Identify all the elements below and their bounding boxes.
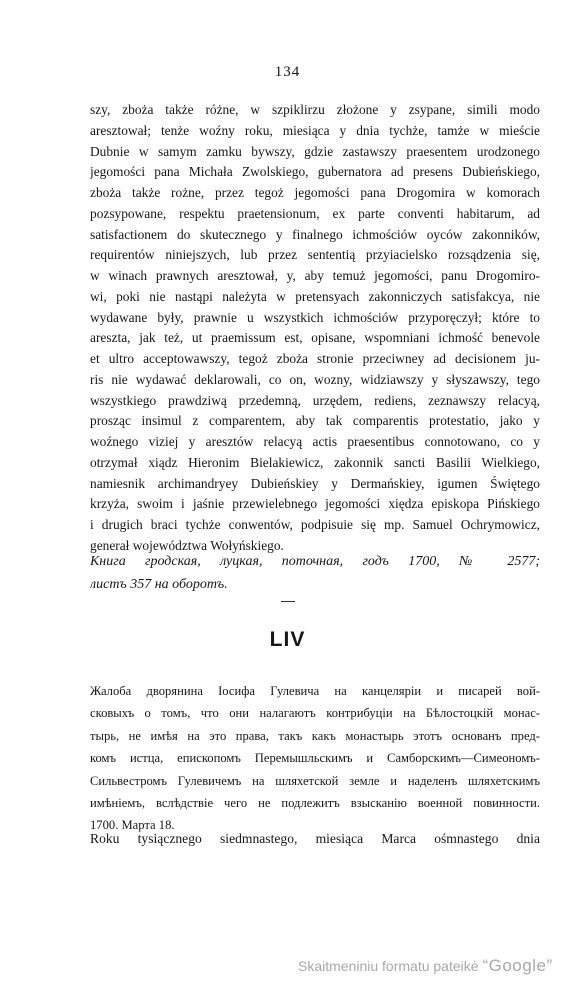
citation-line: листъ 357 на оборотъ. bbox=[90, 577, 228, 592]
text-line: zboża także rożne, przez tegoż jegomości pana Drogomira w komorach bbox=[90, 185, 540, 200]
google-logo: “Google” bbox=[482, 956, 553, 975]
text-line: i drugich braci tychże conwentów, podpisuie się mp. Samuel Ochrymowicz, bbox=[90, 517, 540, 532]
text-line: areszta, jak też, ut praemissum est, opisane, wspomniani ichmość benevole bbox=[90, 330, 540, 346]
text-line: szy, zboża także różne, w szpiklirzu złożone y zsypane, simili modo bbox=[90, 102, 540, 117]
summary-line: имѣніемъ, вслѣдствіе чего не подлежитъ взысканію военной повинности. bbox=[90, 795, 540, 810]
summary-line: тырь, не имѣя на это права, такъ какъ монастырь этотъ основанъ пред- bbox=[90, 728, 540, 743]
text-line: krzyża, swoim i jaśnie przewielebnego jegomości xiędza episkopa Pińskiego bbox=[90, 496, 540, 512]
digitization-footer bbox=[298, 956, 568, 976]
section-heading: LIV bbox=[269, 628, 306, 651]
text-line: generał województwa Wołyńskiego. bbox=[90, 537, 284, 553]
text-line: otrzymał xiądz Hieronim Bielakiewicz, zakonnik sancti Basilii Wielkiego, bbox=[90, 454, 540, 470]
text-line: pozsypowane, respektu praetensionum, ex parte conventi habitarum, ad bbox=[90, 205, 540, 221]
summary-line: 1700. Марта 18. bbox=[90, 818, 175, 833]
opening-line: Roku tysiącznego siedmnastego, miesiąca Marca ośmnastego dnia bbox=[90, 831, 540, 846]
text-line: woźnego viziej y aresztów relacyą actis praesentibus connotowano, co y bbox=[90, 434, 540, 449]
text-line: jegomości pana Michała Zwolskiego, gubernatora ad presens Dubieńskiego, bbox=[90, 164, 540, 180]
document-summary bbox=[90, 680, 540, 837]
body-text bbox=[90, 100, 540, 557]
text-line: et ultro acceptowawszy, tegoż zboża stronie przeciwney ad decisionem ju- bbox=[90, 351, 540, 366]
archive-citation bbox=[90, 550, 540, 596]
footer-prefix: Skaitmeniniu formatu pateikė bbox=[298, 958, 479, 974]
text-line: w winach prawnych aresztował, y, aby temuż jegomości, panu Drogomiro- bbox=[90, 268, 540, 283]
page-number: 134 bbox=[274, 64, 301, 80]
text-line: prosząc insimul z comparentem, aby tak comparentis protestatio, jako y bbox=[90, 413, 540, 429]
section-separator bbox=[281, 601, 295, 602]
text-line: namiesnik archimandryey Dubieńskiey y Dermańskiey, igumen Świętego bbox=[90, 475, 540, 491]
summary-line: комъ истца, епископомъ Перемышльскимъ и Самборскимъ—Симеономъ- bbox=[90, 751, 540, 766]
summary-line: Сильвестромъ Гулевичемъ на шляхетской земле и наделенъ шляхетскимъ bbox=[90, 773, 540, 788]
summary-line: сковыхъ о томъ, что они налагаютъ контрибуціи на Бѣлостоцкій монас- bbox=[90, 706, 540, 721]
text-line: wi, poki nie nastąpi należyta w pretensyach zakonniczych satisfakcya, nie bbox=[90, 288, 540, 304]
text-line: wszystkiego prawdziwą przedemną, urzędem, rediens, zeznawszy relacyą, bbox=[90, 392, 540, 408]
citation-line: Книга гродская, луцкая, поточная, годъ 1700, № 2577; bbox=[90, 554, 540, 569]
text-line: satisfactionem do skutecznego y finalnego ichmościów oyców zakonników, bbox=[90, 226, 540, 242]
text-line: aresztował; tenże woźny roku, miesiąca y dnia tychże, tamże w mieście bbox=[90, 122, 540, 138]
text-line: ris nie wydawać deklarowali, co on, wozny, widziawszy y słyszawszy, tego bbox=[90, 371, 540, 387]
footer-brand: Google bbox=[488, 956, 547, 975]
text-line: Dubnie w samym zamku bywszy, gdzie zastawszy praesentem urodzonego bbox=[90, 143, 540, 159]
summary-line: Жалоба дворянина Іосифа Гулевича на канцеляріи и писарей вой- bbox=[90, 684, 540, 698]
text-line: requirentów niniejszych, lub przez sententią przyiacielsko rozsądzenia się, bbox=[90, 247, 540, 263]
document-opening bbox=[90, 828, 540, 850]
text-line: wydawane były, prawnie u wszystkich ichmościów przyporęczył; które to bbox=[90, 309, 540, 325]
